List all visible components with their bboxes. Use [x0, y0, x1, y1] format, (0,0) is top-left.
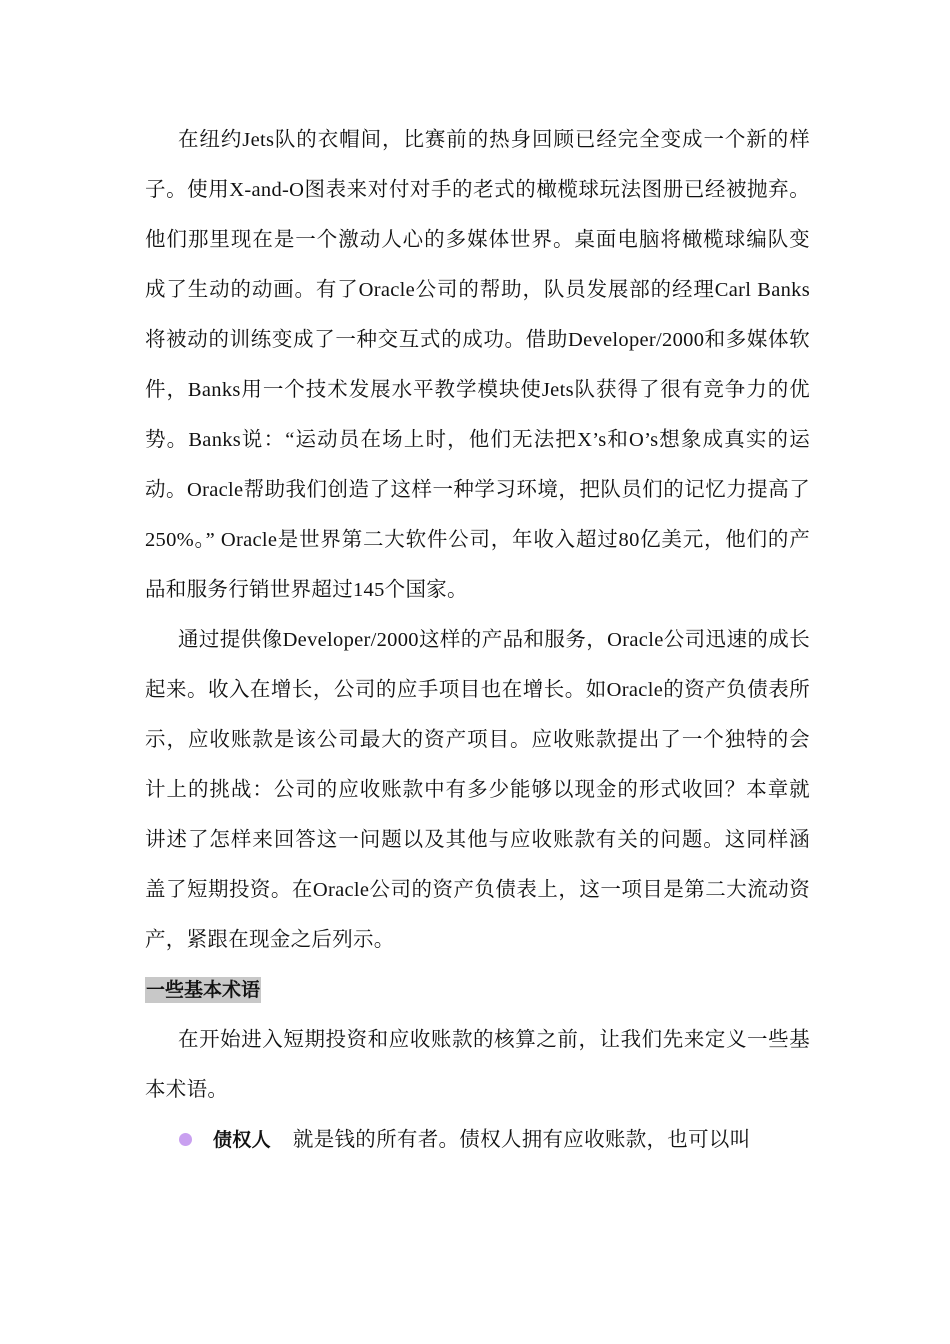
section-heading: 一些基本术语 [146, 979, 261, 1002]
section-heading-row [145, 965, 810, 1015]
term-definition: 就是钱的所有者。债权人拥有应收账款，也可以叫 [292, 1129, 751, 1151]
body-paragraph-1: 在纽约Jets队的衣帽间，比赛前的热身回顾已经完全变成一个新的样子。使用X-and-O图表来对付对手的老式的橄榄球玩法图册已经被抛弃。他们那里现在是一个激动人心的多媒体世界。桌面电脑将橄榄球编队变成了生动的动画。有了Oracle公司的帮助，队员发展部的经理Carl Banks将被动的训练变成了一种交互式的成功。借助Developer/2000和多媒体软件，Banks用一个技术发展水平教学模块使Jets队获得了很有竞争力的优势。Banks说：“运动员在场上时，他们无法把X’s和O’s想象成真实的运动。Oracle帮助我们创造了这样一种学习环境，把队员们的记忆力提高了250%。” Oracle是世界第二大软件公司，年收入超过80亿美元，他们的产品和服务行销世界超过145个国家。 [145, 129, 810, 601]
section-intro-paragraph: 在开始进入短期投资和应收账款的核算之前，让我们先来定义一些基本术语。 [145, 1029, 810, 1101]
term-label: 债权人 [213, 1129, 271, 1151]
term-list-item [145, 1115, 810, 1165]
bullet-dot-icon [179, 1133, 192, 1146]
body-paragraph-2: 通过提供像Developer/2000这样的产品和服务，Oracle公司迅速的成长起来。收入在增长，公司的应手项目也在增长。如Oracle的资产负债表所示，应收账款是该公司最大的资产项目。应收账款提出了一个独特的会计上的挑战：公司的应收账款中有多少能够以现金的形式收回？本章就讲述了怎样来回答这一问题以及其他与应收账款有关的问题。这同样涵盖了短期投资。在Oracle公司的资产负债表上，这一项目是第二大流动资产，紧跟在现金之后列示。 [145, 629, 810, 951]
document-page [145, 115, 810, 1165]
